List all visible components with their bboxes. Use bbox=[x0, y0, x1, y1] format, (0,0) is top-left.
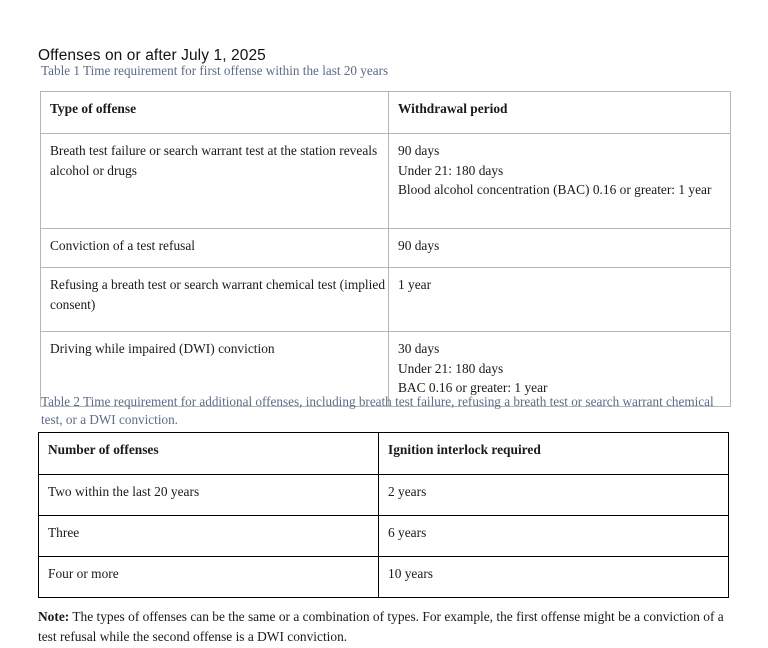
withdrawal-line: Under 21: 180 days bbox=[398, 162, 504, 178]
cell-interlock-duration: 10 years bbox=[379, 557, 729, 598]
cell-withdrawal-period bbox=[389, 268, 731, 332]
cell-number-of-offenses: Three bbox=[39, 516, 379, 557]
withdrawal-line: BAC 0.16 or greater: 1 year bbox=[398, 380, 548, 395]
note-text: The types of offenses can be the same or a combination of types. For example, the first offense might be a conviction of a test refusal while the second offense is a DWI conviction. bbox=[38, 609, 724, 645]
withdrawal-line: Blood alcohol concentration (BAC) 0.16 or greater: 1 year bbox=[398, 182, 712, 197]
table-2-caption: Table 2 Time requirement for additional offenses, including breath test failure, refusing a breath test or search warrant chemical test, or a DWI conviction. bbox=[41, 394, 714, 427]
withdrawal-line: 1 year bbox=[398, 277, 432, 292]
note-label: Note: bbox=[38, 609, 70, 625]
table-ignition-interlock-requirements bbox=[38, 432, 729, 598]
cell-offense: Driving while impaired (DWI) conviction bbox=[41, 332, 389, 407]
footnote-note bbox=[38, 607, 728, 647]
table-row bbox=[39, 475, 729, 516]
cell-number-of-offenses: Two within the last 20 years bbox=[39, 475, 379, 516]
page-title: Offenses on or after July 1, 2025 bbox=[38, 47, 266, 65]
cell-offense: Breath test failure or search warrant test at the station reveals alcohol or drugs bbox=[41, 134, 389, 229]
table-row bbox=[41, 229, 731, 268]
column-header-ignition-interlock-required: Ignition interlock required bbox=[379, 433, 729, 475]
cell-offense: Conviction of a test refusal bbox=[41, 229, 389, 268]
cell-interlock-duration: 6 years bbox=[379, 516, 729, 557]
table-row bbox=[39, 516, 729, 557]
column-header-number-of-offenses: Number of offenses bbox=[39, 433, 379, 475]
cell-number-of-offenses: Four or more bbox=[39, 557, 379, 598]
table-row bbox=[39, 557, 729, 598]
table-header-row bbox=[39, 433, 729, 475]
cell-interlock-duration: 2 years bbox=[379, 475, 729, 516]
table-row bbox=[41, 268, 731, 332]
cell-withdrawal-period bbox=[389, 229, 731, 268]
cell-withdrawal-period bbox=[389, 134, 731, 229]
column-header-withdrawal-period: Withdrawal period bbox=[389, 92, 731, 134]
withdrawal-line: 90 days bbox=[398, 143, 440, 158]
cell-offense: Refusing a breath test or search warrant chemical test (implied consent) bbox=[41, 268, 389, 332]
table-offense-withdrawal-periods bbox=[40, 91, 731, 407]
table-1-caption: Table 1 Time requirement for first offense within the last 20 years bbox=[41, 63, 389, 78]
withdrawal-line: 90 days bbox=[398, 238, 440, 253]
withdrawal-line: Under 21: 180 days bbox=[398, 360, 504, 376]
withdrawal-line: 30 days bbox=[398, 341, 440, 356]
table-header-row bbox=[41, 92, 731, 134]
table-row bbox=[41, 134, 731, 229]
column-header-type-of-offense: Type of offense bbox=[41, 92, 389, 134]
